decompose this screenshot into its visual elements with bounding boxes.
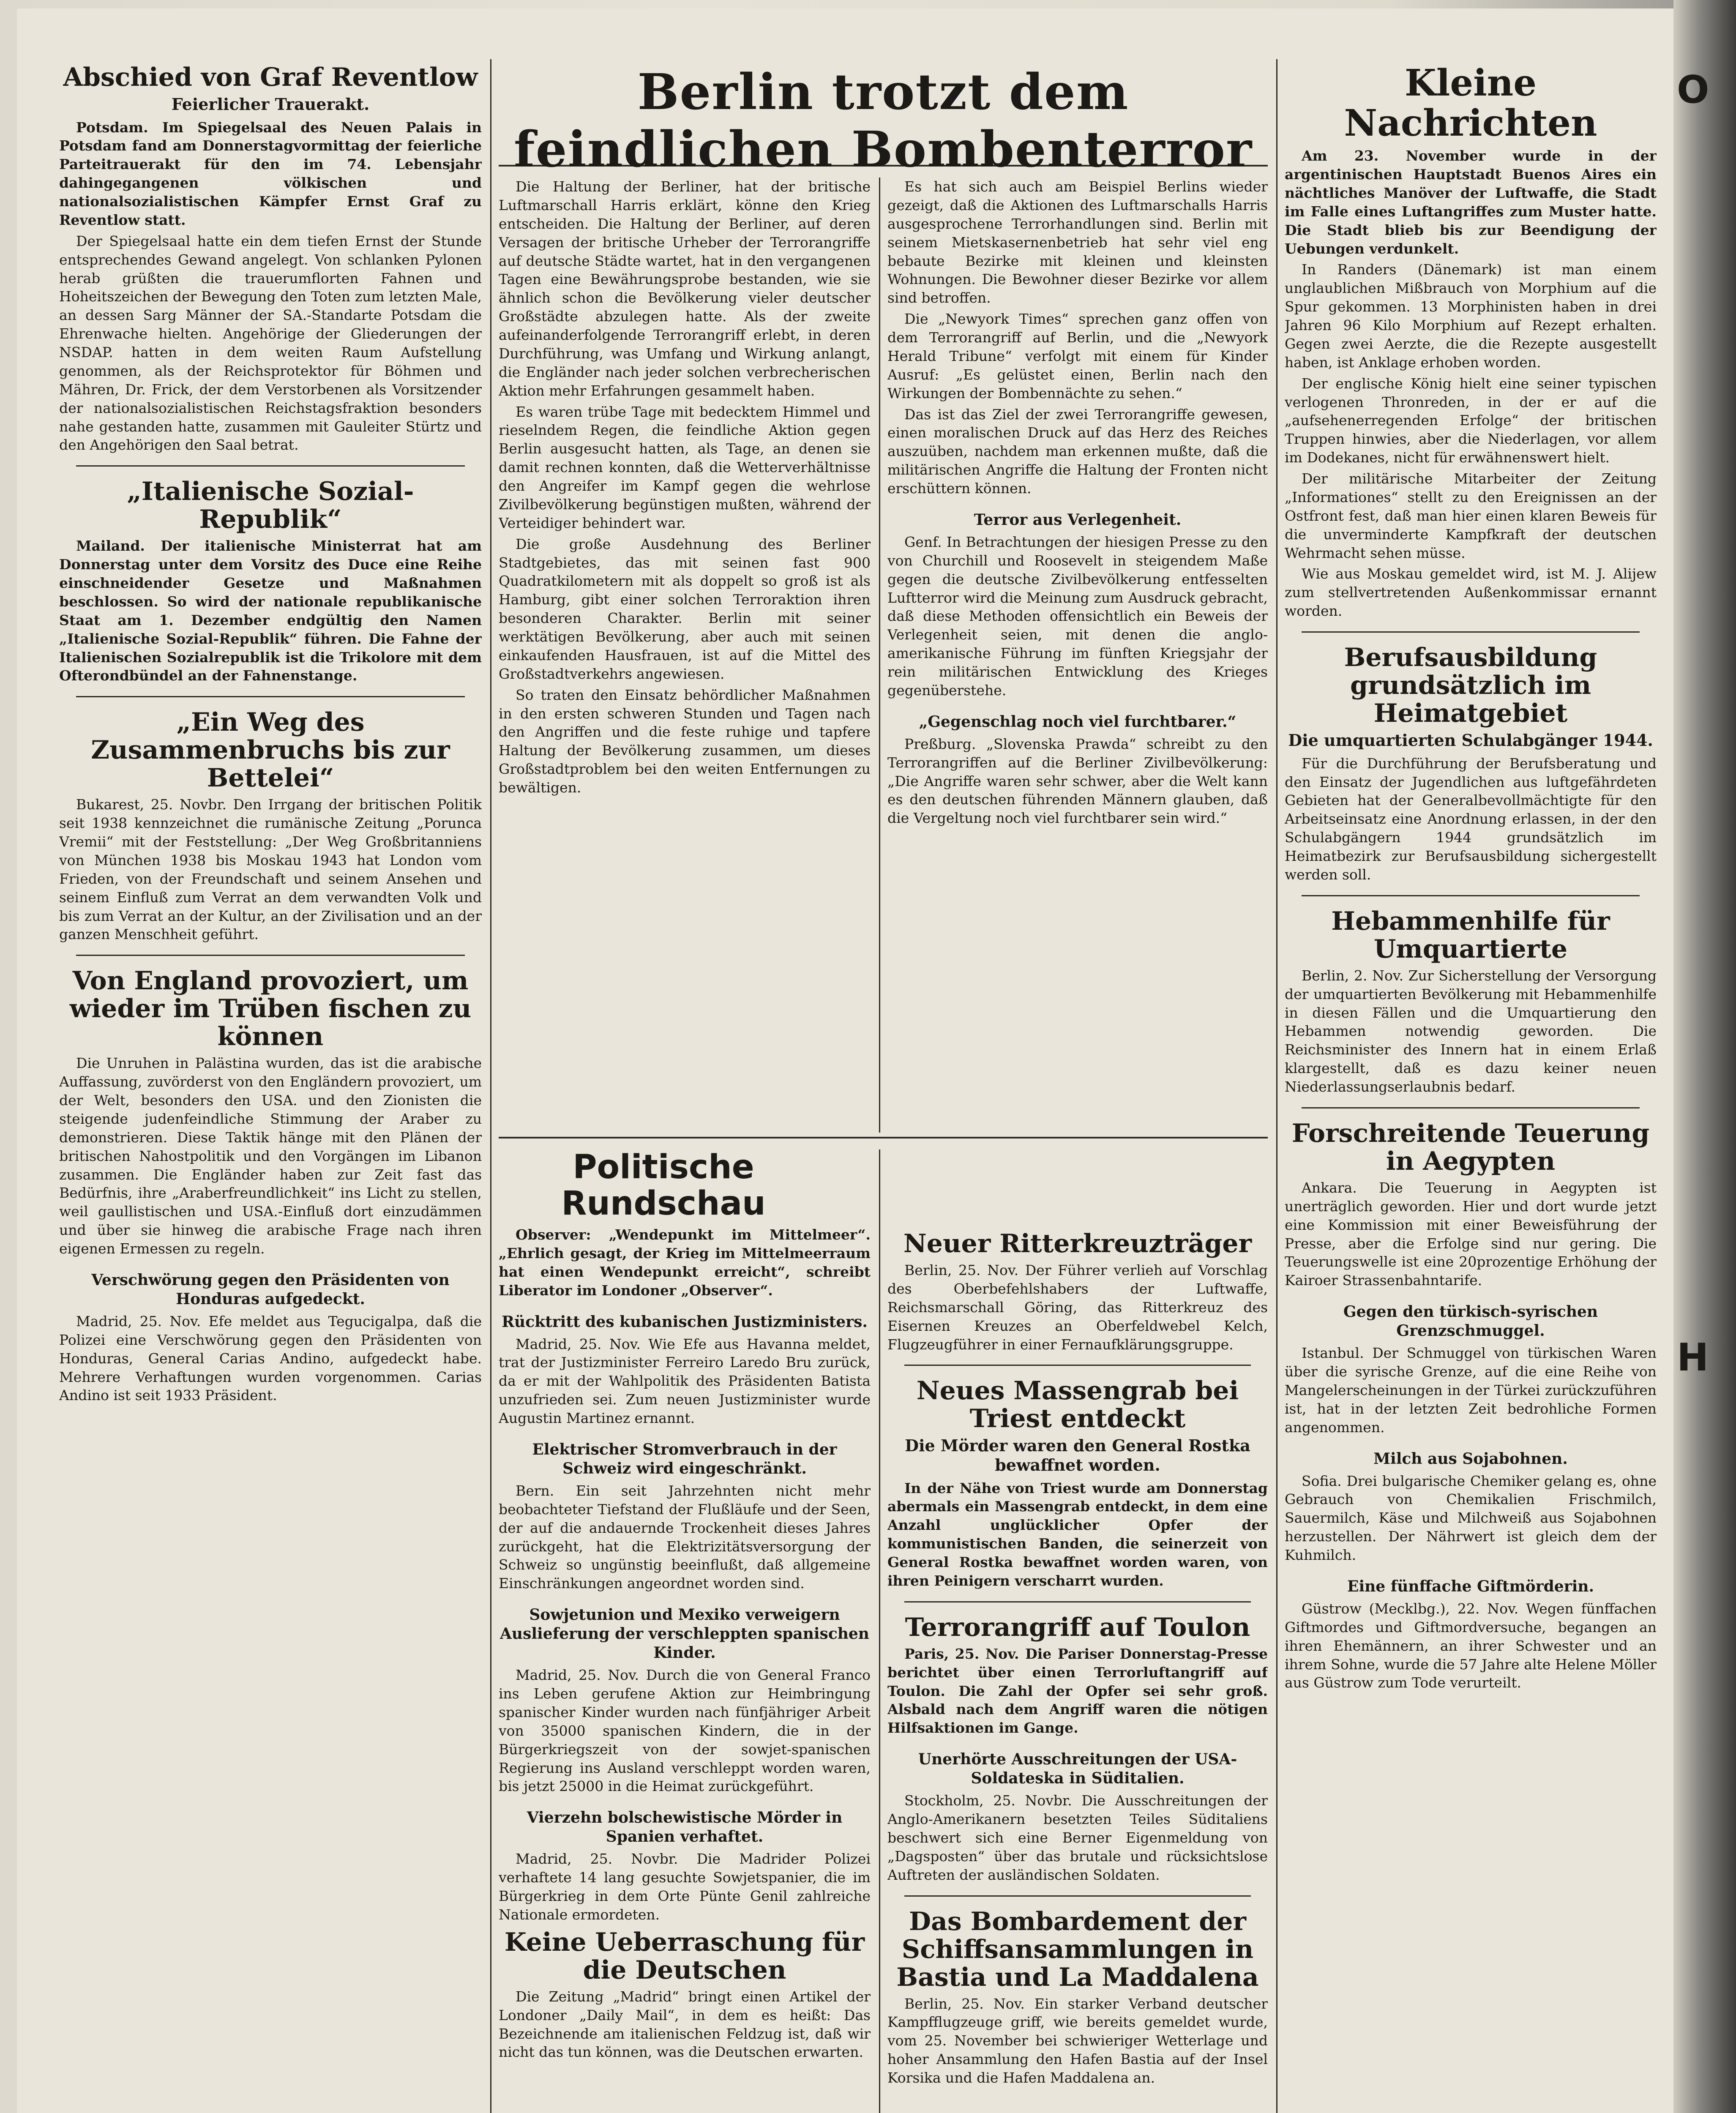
- article-subheading: Eine fünffache Giftmörderin.: [1347, 1577, 1594, 1595]
- article-paragraph: Genf. In Betrachtungen der hiesigen Presse zu den von Churchill und Roosevelt in steigendem Maße gegen die deutsche Zivilbevölkerung entfesselten Luftterror wird die Meinung zum Ausdruck gebracht, daß diese Methoden offensichtlich ein Beweis der Verlegenheit seien, mit denen die anglo-amerikanische Führung im fünften Kriegsjahr der rein militärischen Entwicklung des Krieges gegenüberstehe.: [887, 533, 1268, 699]
- article-heading: Forschreitende Teuerung in Aegypten: [1291, 1118, 1650, 1176]
- article-heading: Neues Massengrab bei Triest entdeckt: [916, 1376, 1239, 1434]
- article-paragraph: Berlin, 25. Nov. Ein starker Verband deutscher Kampfflugzeuge griff, wie bereits gemeldet wurde, vom 25. November bei schwieriger Wetterlage und hoher Ansammlung den Hafen Bastia auf der Insel Korsika und die Hafen Maddalena an.: [887, 1995, 1268, 2086]
- article-subheading: Terror aus Verlegenheit.: [974, 511, 1182, 529]
- article-paragraph: Die große Ausdehnung des Berliner Stadtgebietes, das mit seinen fast 900 Quadratkilometern mit als doppelt so groß ist als Hamburg, gibt einer solchen Terroraktion ihren besonderen Charakter. Berlin mit seiner werktätigen Bevölkerung, aber auch mit seinen einkaufenden Hausfrauen, ist auf die Mittel des Großstadtverkehrs angewiesen.: [499, 535, 871, 682]
- column-news-right: [887, 1226, 1268, 2113]
- article-paragraph: Madrid, 25. Novbr. Die Madrider Polizei verhaftete 14 lang gesuchte Sowjetspanier, die im Bürgerkrieg in dem Orte Pünte Genil zahlreiche Nationale ermordeten.: [499, 1851, 871, 1923]
- column-rule: [879, 1149, 880, 2113]
- article-subheading: Unerhörte Ausschreitungen der USA-Soldateska in Süditalien.: [918, 1750, 1237, 1788]
- article-heading: „Ein Weg des Zusammenbruchs bis zur Bettelei“: [91, 707, 450, 793]
- article-heading: Abschied von Graf Reventlow: [63, 63, 478, 92]
- divider: [1302, 1107, 1640, 1108]
- column-lead-right: [887, 177, 1268, 1133]
- article-subheading: Milch aus Sojabohnen.: [1373, 1450, 1568, 1468]
- article-paragraph: Die Zeitung „Madrid“ bringt einen Artikel der Londoner „Daily Mail“, in dem es heißt: Das Bezeichnende am italienischen Feldzug ist, daß wir nicht das tun können, was die Deutschen erwarten.: [499, 1988, 871, 2061]
- article-paragraph: Bern. Ein seit Jahrzehnten nicht mehr beobachteter Tiefstand der Flußläufe und der Seen, der auf die andauernde Trockenheit dieses Jahres zurückgeht, hat die Elektrizitätsversorgung der Schweiz so ungünstig beeinflußt, daß allgemeine Einschränkungen angeordnet worden sind.: [499, 1482, 871, 1592]
- article-paragraph: Am 23. November wurde in der argentinischen Hauptstadt Buenos Aires ein nächtliches Manöver der Luftwaffe, die Stadt im Falle eines Luftangriffes zum Muster hatte. Die Stadt blieb bis zur Beendigung der Uebungen verdunkelt.: [1285, 147, 1657, 257]
- column-rule: [1276, 59, 1277, 2113]
- divider: [904, 1365, 1251, 1366]
- edge-letter-mid: H: [1677, 1335, 1709, 1380]
- article-paragraph: Preßburg. „Slovenska Prawda“ schreibt zu den Terrorangriffen auf die Berliner Zivilbevölkerung: „Die Angriffe waren sehr schwer, aber die Welt kann es den deutschen führenden Männern glauben, daß die Vergeltung noch viel furchtbarer sein wird.“: [887, 735, 1268, 827]
- article-subheading: Die Mörder waren den General Rostka bewaffnet worden.: [905, 1436, 1250, 1474]
- article-paragraph: Der Spiegelsaal hatte ein dem tiefen Ernst der Stunde entsprechendes Gewand angelegt. Von schlanken Pylonen herab grüßten die trauerumflorten Fahnen und Hoheitszeichen der Bewegung den Toten zum letzten Male, an dessen Sarg Männer der SA.-Standarte Potsdam die Ehrenwache hielten. Angehörige der Gliederungen der NSDAP. hatten in dem weiten Raum Aufstellung genommen, als der Reichsprotektor für Böhmen und Mähren, Dr. Frick, der dem Verstorbenen als Vorsitzender der nationalsozialistischen Reichstagsfraktion besonders nahe gestanden hatte, zusammen mit Gauleiter Stürtz und den Angehörigen den Saal betrat.: [59, 232, 482, 453]
- column-rule: [879, 177, 880, 1133]
- divider: [904, 1601, 1251, 1602]
- article-lead: Potsdam. Im Spiegelsaal des Neuen Palais in Potsdam fand am Donnerstagvormittag der feierliche Parteitrauerakt für den im 74. Lebensjahr dahingegangenen völkischen und nationalsozialistischen Kämpfer Ernst Graf zu Reventlow statt.: [59, 119, 482, 228]
- column-rundschau: [499, 1226, 871, 2113]
- article-paragraph: Mailand. Der italienische Ministerrat hat am Donnerstag unter dem Vorsitz des Duce eine Reihe einschneidender Gesetze und Maßnahmen beschlossen. So wird der nationale republikanische Staat am 1. Dezember endgültig den Namen „Italienische Sozial-Republik“ führen. Die Fahne der Italienischen Sozialrepublik ist die Trikolore mit dem Ofterondbündel an der Fahnenstange.: [59, 538, 482, 684]
- article-paragraph: Madrid, 25. Nov. Durch die von General Franco ins Leben gerufene Aktion zur Heimbringung spanischer Kinder wurden nach fünfjähriger Arbeit von 35000 spanischen Kindern, die in der Bürgerkriegszeit von der sowjet-spanischen Regierung ins Ausland verschleppt worden waren, bis jetzt 25000 in die Heimat zurückgeführt.: [499, 1667, 871, 1795]
- article-subheading: Gegen den türkisch-syrischen Grenzschmuggel.: [1343, 1303, 1598, 1340]
- section-title-kleine-nachrichten: Kleine Nachrichten: [1344, 62, 1597, 145]
- divider: [76, 465, 465, 467]
- article-subheading: Elektrischer Stromverbrauch in der Schweiz wird eingeschränkt.: [532, 1440, 837, 1477]
- article-subheading: Die umquartierten Schulabgänger 1944.: [1288, 731, 1653, 750]
- article-subheading: „Gegenschlag noch viel furchtbarer.“: [919, 713, 1236, 731]
- article-paragraph: Sofia. Drei bulgarische Chemiker gelang es, ohne Gebrauch von Chemikalien Frischmilch, Sauermilch, Käse und Milchweiß aus Sojabohnen herzustellen. Der Nährwert ist gleich dem der Kuhmilch.: [1285, 1472, 1657, 1564]
- article-heading: „Italienische Sozial-Republik“: [127, 477, 414, 535]
- article-paragraph: Madrid, 25. Nov. Efe meldet aus Tegucigalpa, daß die Polizei eine Verschwörung gegen den Präsidenten von Honduras, General Carias Andino, aufgedeckt habe. Mehrere Verhaftungen wurden vorgenommen. Carias Andino ist seit 1933 Präsident.: [59, 1313, 482, 1404]
- column-lead-left: [499, 177, 871, 1133]
- article-paragraph: Observer: „Wendepunkt im Mittelmeer“. „Ehrlich gesagt, der Krieg im Mittelmeerraum hat einen Wendepunkt erreicht“, schreibt Liberator im Londoner „Observer“.: [499, 1226, 871, 1299]
- article-paragraph: Ankara. Die Teuerung in Aegypten ist unerträglich geworden. Hier und dort wurde jetzt eine Kommission mit einer Beweisführung der Presse, aber die Erfolge sind nur gering. Die Teuerungswelle ist eine 20prozentige Erhöhung der Kairoer Strassenbahntarife.: [1285, 1179, 1657, 1289]
- article-paragraph: Berlin, 25. Nov. Der Führer verlieh auf Vorschlag des Oberbefehlshabers der Luftwaffe, Reichsmarschall Göring, das Ritterkreuz des Eisernen Kreuzes an Oberfeldwebel Kelch, Flugzeugführer in einer Fernaufklärungsgruppe.: [887, 1262, 1268, 1353]
- article-paragraph: In Randers (Dänemark) ist man einem unglaublichen Mißbrauch von Morphium auf die Spur gekommen. 13 Morphinisten haben in drei Jahren 96 Kilo Morphium auf Rezept erhalten. Gegen zwei Aerzte, die die Rezepte ausgestellt haben, ist Anklage erhoben worden.: [1285, 261, 1657, 371]
- column-right: [1285, 59, 1657, 2113]
- article-heading: Hebammenhilfe für Umquartierte: [1331, 906, 1610, 964]
- article-heading: Von England provoziert, um wieder im Trüben fischen zu können: [69, 966, 472, 1052]
- article-paragraph: Der englische König hielt eine seiner typischen verlogenen Thronreden, in der er auf die „aufsehenerregenden Erfolge“ der britischen Truppen hinwies, aber die Niederlagen, vor allem im Dodekanes, nicht für erwähnenswert hielt.: [1285, 375, 1657, 466]
- divider: [1302, 631, 1640, 633]
- article-paragraph: Madrid, 25. Nov. Wie Efe aus Havanna meldet, trat der Justizminister Ferreiro Laredo Bru zurück, da er mit der Wahlpolitik des Präsidenten Batista unzufrieden sei. Zum neuen Justizminister wurde Augustin Martinez ernannt.: [499, 1335, 871, 1426]
- divider: [1302, 895, 1640, 896]
- article-paragraph: Die Haltung der Berliner, hat der britische Luftmarschall Harris erklärt, könne den Krieg entscheiden. Die Haltung der Berliner, auf deren Versagen der britische Urheber der Terrorangriffe auf deutsche Städte wartet, hat in den vergangenen Tagen eine Bewährungsprobe bestanden, wie sie ähnlich schon die Bevölkerung vieler deutscher Großstädte abzulegen hatte. Als der zweite aufeinanderfolgende Terrorangriff erlebt, in deren Durchführung, was Umfang und Wirkung anlangt, die Engländer nach jeder solchen verbrecherischen Aktion mehr Erfahrungen gesammelt haben.: [499, 178, 871, 399]
- article-paragraph: Die Unruhen in Palästina wurden, das ist die arabische Auffassung, zuvörderst von den Engländern provoziert, um der Welt, besonders den USA. und den Zionisten die steigende judenfeindliche Stimmung der Araber zu demonstrieren. Diese Taktik hänge mit den Plänen der britischen Nahostpolitik und den Vorgängen im Libanon zusammen. Die Engländer haben zur Zeit fast das Bedürfnis, ihre „Araberfreundlichkeit“ ins Licht zu stellen, weil gaullistischen und USA.-Einfluß dort einzudämmen und über sie hinweg die arabische Frage nach ihren eigenen Ermessen zu regeln.: [59, 1055, 482, 1257]
- article-paragraph: Wie aus Moskau gemeldet wird, ist M. J. Alijew zum stellvertretenden Außenkommissar ernannt worden.: [1285, 565, 1657, 620]
- article-paragraph: Istanbul. Der Schmuggel von türkischen Waren über die syrische Grenze, auf die eine Reihe von Mangelerscheinungen in der Türkei zurückzuführen ist, hat in der letzten Zeit bedrohliche Formen angenommen.: [1285, 1345, 1657, 1436]
- article-paragraph: Die „Newyork Times“ sprechen ganz offen von dem Terrorangriff auf Berlin, und die „Newyork Herald Tribune“ verfolgt mit einem für Kinder Ausruf: „Es gelüstet einen, Berlin nach den Wirkungen der Bombennächte zu sehen.“: [887, 311, 1268, 401]
- article-paragraph: So traten den Einsatz behördlicher Maßnahmen in den ersten schweren Stunden und Tagen nach den Angriffen und die feste ruhige und tapfere Haltung der Bevölkerung zusammen, um dieses Großstadtproblem bei den weiten Entfernungen zu bewältigen.: [499, 686, 871, 796]
- article-subheading: Verschwörung gegen den Präsidenten von Honduras aufgedeckt.: [91, 1271, 450, 1308]
- adjacent-page-edge: [1673, 0, 1736, 2113]
- article-paragraph: Güstrow (Mecklbg.), 22. Nov. Wegen fünffachen Giftmordes und Giftmordversuche, begangen an ihren Ehemännern, an ihrer Schwester und an ihrem Sohne, wurde die 57 Jahre alte Helene Möller aus Güstrow zum Tode verurteilt.: [1285, 1600, 1657, 1691]
- column-left: [59, 59, 482, 2113]
- article-paragraph: Es hat sich auch am Beispiel Berlins wieder gezeigt, daß die Aktionen des Luftmarschalls Harris ausgesprochene Terrorhandlungen sind. Berlin mit seinem Mietskasernenbetrieb hat sehr viel eng bebaute Bezirke mit kleinen und kleinsten Wohnungen. Die Bewohner dieser Bezirke vor allem sind betroffen.: [887, 178, 1268, 306]
- article-subheading: Sowjetunion und Mexiko verweigern Auslieferung der verschleppten spanischen Kinder.: [500, 1606, 869, 1662]
- article-paragraph: Das ist das Ziel der zwei Terrorangriffe gewesen, einen moralischen Druck auf das Herz des Reiches auszuüben, nachdem man erkennen mußte, daß die militärischen Angriffe die Haltung der Fronten nicht erschüttern können.: [887, 406, 1268, 497]
- article-paragraph: Es waren trübe Tage mit bedecktem Himmel und rieselndem Regen, die feindliche Aktion gegen Berlin ausgesucht hatten, als Tage, an denen sie damit rechnen konnten, daß die Wetterverhältnisse den Angreifer im Kampf gegen die wehrlose Zivilbevölkerung begünstigen mußten, während der Verteidiger behindert war.: [499, 403, 871, 531]
- article-paragraph: Bukarest, 25. Novbr. Den Irrgang der britischen Politik seit 1938 kennzeichnet die rumänische Zeitung „Porunca Vremii“ mit der Feststellung: „Der Weg Großbritanniens von München 1938 bis Moskau 1943 hat London vom Frieden, von der Freundschaft und seinem Ansehen und seinem Einfluß zum Verrat an dem verwandten Volk und bis zum Verrat an der Kultur, an der Zivilisation und an der ganzen Menschheit geführt.: [59, 796, 482, 943]
- column-rule: [490, 59, 491, 2113]
- article-heading: Neuer Ritterkreuzträger: [903, 1229, 1252, 1259]
- divider: [76, 955, 465, 956]
- article-heading: Terrorangriff auf Toulon: [905, 1612, 1250, 1642]
- article-paragraph: Paris, 25. Nov. Die Pariser Donnerstag-Presse berichtet über einen Terrorluftangriff auf Toulon. Die Zahl der Opfer sei sehr groß. Alsbald nach dem Angriff waren die nötigen Hilfsaktionen im Gange.: [887, 1645, 1268, 1736]
- article-paragraph: Der militärische Mitarbeiter der Zeitung „Informationes“ stellt zu den Ereignissen an der Ostfront fest, daß man hier einen klaren Beweis für die unverminderte Kampfkraft der deutschen Wehrmacht sehen müsse.: [1285, 470, 1657, 561]
- section-rule: [499, 1137, 1268, 1138]
- article-paragraph: Stockholm, 25. Novbr. Die Ausschreitungen der Anglo-Amerikanern besetzten Teiles Süditaliens beschwert sich eine Berner Eigenmeldung von „Dagsposten“ über das brutale und rücksichtslose Auftreten der ausländischen Soldaten.: [887, 1792, 1268, 1883]
- divider: [904, 1895, 1251, 1897]
- article-paragraph: In der Nähe von Triest wurde am Donnerstag abermals ein Massengrab entdeckt, in dem eine Anzahl unglücklicher Opfer der kommunistischen Banden, die seinerzeit von General Rostka bewaffnet worden waren, von ihren Peinigern verscharrt wurden.: [887, 1480, 1268, 1589]
- section-title-rundschau: Politische Rundschau: [561, 1148, 766, 1223]
- article-subheading: Rücktritt des kubanischen Justizministers.: [502, 1313, 868, 1331]
- article-paragraph: Für die Durchführung der Berufsberatung und den Einsatz der Jugendlichen aus luftgefährdeten Gebieten hat der Generalbevollmächtigte für den Arbeitseinsatz eine Anordnung erlassen, in der den Schulabgängern 1944 grundsätzlich im Heimatbezirk zur Berufsausbildung sichergestellt werden soll.: [1285, 755, 1657, 883]
- main-headline: Berlin trotzt dem feindlichen Bombenterror: [513, 63, 1253, 178]
- article-heading: Berufsausbildung grundsätzlich im Heimatgebiet: [1344, 643, 1597, 729]
- article-subheading: Vierzehn bolschewistische Mörder in Spanien verhaftet.: [527, 1809, 843, 1846]
- article-heading: Das Bombardement der Schiffsansammlungen in Bastia und La Maddalena: [896, 1906, 1259, 1992]
- divider: [76, 696, 465, 697]
- article-subheading: Feierlicher Trauerakt.: [171, 95, 370, 114]
- article-heading: Keine Ueberraschung für die Deutschen: [504, 1927, 865, 1985]
- article-paragraph: Berlin, 2. Nov. Zur Sicherstellung der Versorgung der umquartierten Bevölkerung mit Hebammenhilfe in diesen Fällen und die Umquartierung den Hebammen notwendig geworden. Die Reichsminister des Innern hat in einem Erlaß klargestellt, daß es dazu keiner neuen Niederlassungserlaubnis bedarf.: [1285, 967, 1657, 1095]
- edge-letter-top: O: [1677, 68, 1709, 112]
